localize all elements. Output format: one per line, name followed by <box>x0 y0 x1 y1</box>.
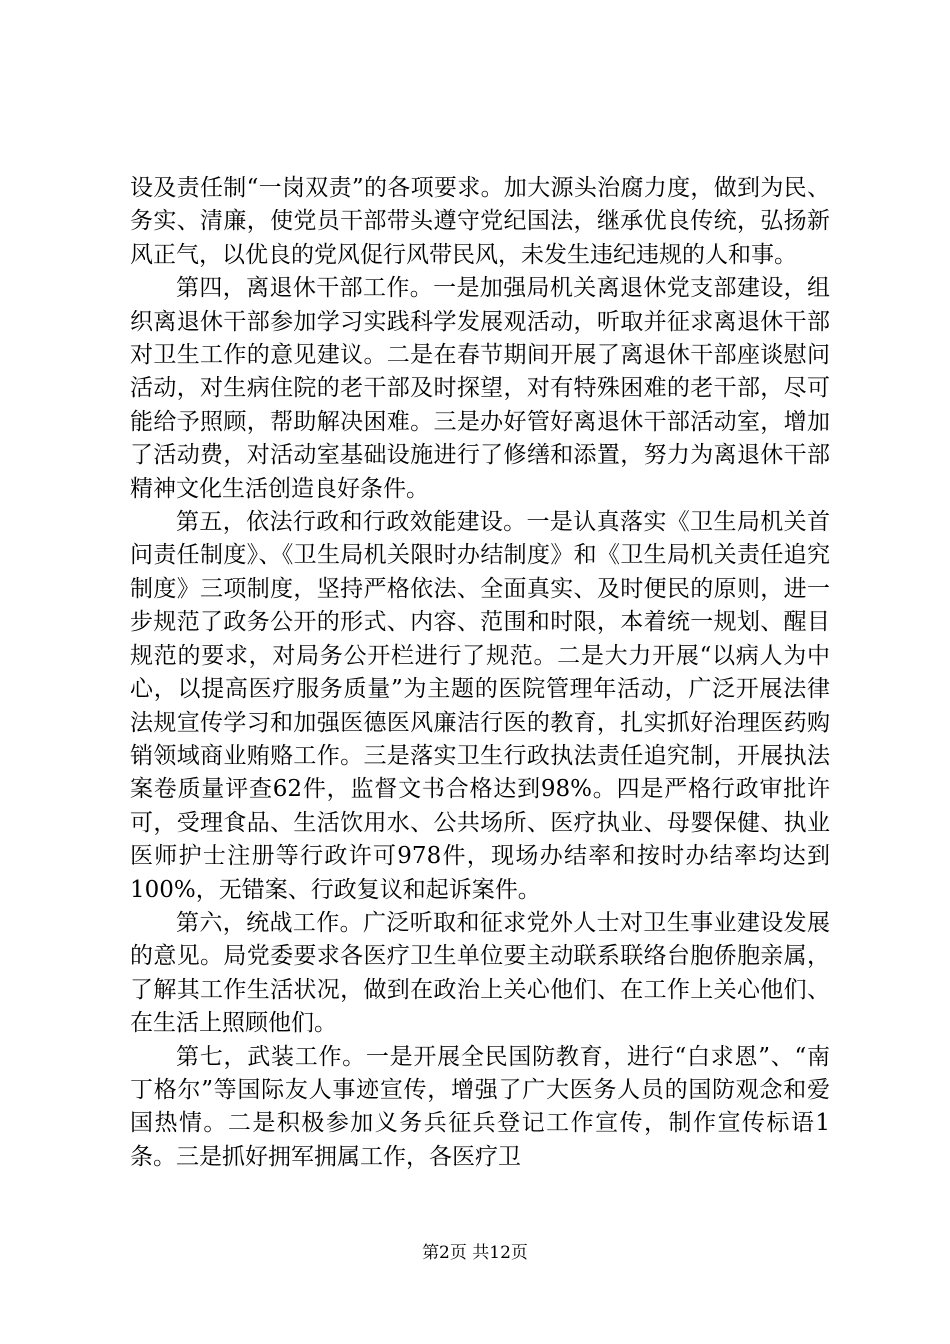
paragraph-united-front: 第六，统战工作。广泛听取和征求党外人士对卫生事业建设发展的意见。局党委要求各医疗卫生单位要主动联系联络台胞侨胞亲属，了解其工作生活状况，做到在政治上关心他们、在工作上关心他们、在生活上照顾他们。 <box>130 909 830 1037</box>
paragraph-retired-cadres: 第四，离退休干部工作。一是加强局机关离退休党支部建设，组织离退休干部参加学习实践科学发展观活动，听取并征求离退休干部对卫生工作的意见建议。二是在春节期间开展了离退休干部座谈慰问活动，对生病住院的老干部及时探望，对有特殊困难的老干部，尽可能给予照顾，帮助解决困难。三是办好管好离退休干部活动室，增加了活动费，对活动室基础设施进行了修缮和添置，努力为离退休干部精神文化生活创造良好条件。 <box>130 275 830 502</box>
paragraph-armed-forces: 第七，武装工作。一是开展全民国防教育，进行“白求恩”、“南丁格尔”等国际友人事迹宣传，增强了广大医务人员的国防观念和爱国热情。二是积极参加义务兵征兵登记工作宣传，制作宣传标语1条。三是抓好拥军拥属工作，各医疗卫 <box>130 1043 830 1170</box>
page-number-footer: 第2页 共12页 <box>422 1243 528 1263</box>
paragraph-administration-by-law: 第五，依法行政和行政效能建设。一是认真落实《卫生局机关首问责任制度》、《卫生局机关限时办结制度》和《卫生局机关责任追究制度》三项制度，坚持严格依法、全面真实、及时便民的原则，进一步规范了政务公开的形式、内容、范围和时限，本着统一规划、醒目规范的要求，对局务公开栏进行了规范。二是大力开展“以病人为中心，以提高医疗服务质量”为主题的医院管理年活动，广泛开展法律法规宣传学习和加强医德医风廉洁行医的教育，扎实抓好治理医药购销领域商业贿赂工作。三是落实卫生行政执法责任追究制，开展执法案卷质量评查62件，监督文书合格达到98%。四是严格行政审批许可，受理食品、生活饮用水、公共场所、医疗执业、母婴保健、执业医师护士注册等行政许可978件，现场办结率和按时办结率均达到100%，无错案、行政复议和起诉案件。 <box>130 509 830 903</box>
paragraph-continuation: 设及责任制“一岗双责”的各项要求。加大源头治腐力度，做到为民、务实、清廉，使党员干部带头遵守党纪国法，继承优良传统，弘扬新风正气，以优良的党风促行风带民风，未发生违纪违规的人和事。 <box>130 175 830 268</box>
document-body <box>130 172 830 1174</box>
